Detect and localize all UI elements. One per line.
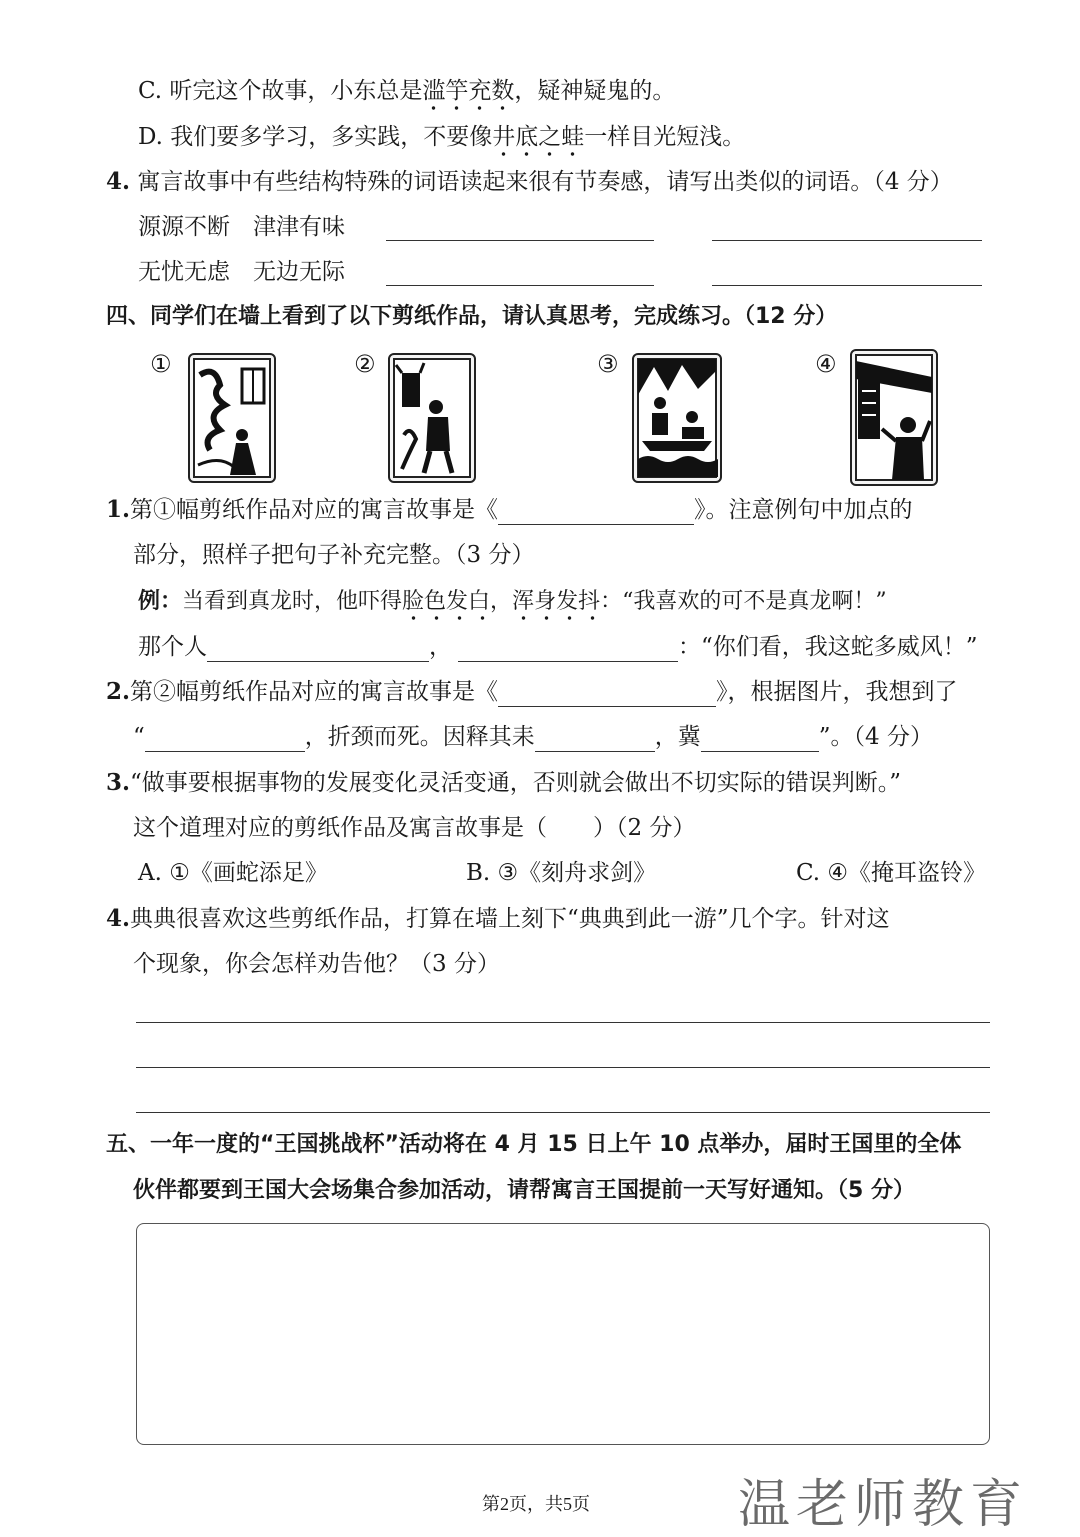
papercut-dragon-icon bbox=[188, 353, 276, 483]
story-title-blank[interactable] bbox=[498, 684, 716, 707]
watermark-logo: 温老师教育 bbox=[738, 1475, 1029, 1535]
s4-q4-text: 典典很喜欢这些剪纸作品，打算在墙上刻下“典典到此一游”几个字。针对这 bbox=[130, 906, 890, 932]
s4-q1-text-tail: 》。注意例句中加点的 bbox=[694, 497, 913, 523]
section-5-line-1: 五、一年一度的“王国挑战杯”活动将在 4 月 15 日上午 10 点举办，届时王国里的全体 bbox=[106, 1132, 962, 1157]
option-c-line bbox=[138, 76, 675, 106]
s4-q2-text-tail: 》，根据图片，我想到了 bbox=[716, 679, 958, 705]
s4-q3-line-2: 这个道理对应的剪纸作品及寓言故事是（ ）（2 分） bbox=[133, 815, 696, 841]
s4-q1-fill-line bbox=[138, 632, 978, 662]
example-dotted-phrase-2: 浑身发抖 bbox=[512, 589, 600, 622]
picture-1-marker: ① bbox=[150, 350, 172, 378]
choice-c[interactable]: C. ④《掩耳盗铃》 bbox=[796, 860, 987, 886]
papercut-bell-thief-icon bbox=[850, 349, 938, 486]
story-title-blank[interactable] bbox=[498, 502, 694, 525]
quote-text-b: ，冀 bbox=[654, 724, 701, 750]
s4-question-2-number: 2. bbox=[106, 678, 131, 705]
notice-writing-box[interactable] bbox=[136, 1223, 990, 1445]
picture-3-marker: ③ bbox=[597, 350, 619, 378]
s4-q1-example bbox=[138, 586, 887, 617]
example-comma: ， bbox=[490, 589, 513, 614]
s4-question-2-line-1 bbox=[106, 677, 958, 707]
close-quote: ”。（4 分） bbox=[818, 724, 933, 750]
question-4-text: 寓言故事中有些结构特殊的词语读起来很有节奏感，请写出类似的词语。（4 分） bbox=[137, 169, 953, 195]
example-text: 当看到真龙时，他吓得 bbox=[182, 589, 403, 614]
s4-q1-line-2: 部分，照样子把句子补充完整。（3 分） bbox=[133, 542, 535, 568]
answer-line[interactable] bbox=[712, 285, 982, 286]
option-c-text: C. 听完这个故事，小东总是 bbox=[138, 78, 423, 104]
s4-q4-line-2: 个现象，你会怎样劝告他？（3 分） bbox=[133, 951, 500, 977]
papercut-boat-icon bbox=[632, 353, 722, 483]
fill-blank-1[interactable] bbox=[207, 639, 429, 662]
page-number: 第2页，共5页 bbox=[482, 1494, 590, 1514]
fill-subject: 那个人 bbox=[138, 634, 207, 660]
fill-blank-b[interactable] bbox=[535, 729, 655, 752]
option-d-line bbox=[138, 122, 745, 152]
picture-4-marker: ④ bbox=[815, 350, 837, 378]
open-quote: “ bbox=[133, 724, 145, 750]
answer-line[interactable] bbox=[386, 240, 654, 241]
s4-q2-text: 第②幅剪纸作品对应的寓言故事是《 bbox=[130, 679, 499, 705]
choice-b[interactable]: B. ③《刻舟求剑》 bbox=[466, 860, 657, 886]
answer-line[interactable] bbox=[136, 1022, 990, 1023]
s4-q3-text: “做事要根据事物的发展变化灵活变通，否则就会做出不切实际的错误判断。” bbox=[130, 770, 902, 796]
papercut-stump-rabbit-icon bbox=[388, 353, 476, 483]
s4-question-2-line-2 bbox=[133, 722, 933, 752]
example-label: 例： bbox=[138, 588, 183, 614]
s4-question-4-line-1 bbox=[106, 904, 890, 934]
quote-text-a: ，折颈而死。因释其耒 bbox=[304, 724, 535, 750]
choice-a[interactable]: A. ①《画蛇添足》 bbox=[138, 860, 328, 886]
option-d-text: D. 我们要多学习，多实践，不要像 bbox=[138, 124, 493, 150]
question-4 bbox=[106, 167, 953, 197]
s4-question-1-line-1 bbox=[106, 495, 913, 525]
example-words-row-2: 无忧无虑 无边无际 bbox=[138, 259, 345, 285]
fill-comma: ， bbox=[429, 634, 452, 660]
example-words-row-1: 源源不断 津津有味 bbox=[138, 214, 345, 240]
option-d-tail: 一样目光短浅。 bbox=[584, 124, 746, 150]
answer-line[interactable] bbox=[136, 1067, 990, 1068]
option-d-dotted-word: 井底之蛙 bbox=[492, 124, 584, 158]
section-5-line-2: 伙伴都要到王国大会场集合参加活动，请帮寓言王国提前一天写好通知。（5 分） bbox=[133, 1178, 915, 1203]
answer-line[interactable] bbox=[386, 285, 654, 286]
example-dotted-phrase-1: 脸色发白 bbox=[402, 589, 490, 622]
section-4-title: 四、同学们在墙上看到了以下剪纸作品，请认真思考，完成练习。（12 分） bbox=[106, 304, 838, 329]
fill-blank-a[interactable] bbox=[145, 729, 305, 752]
s4-question-4-number: 4. bbox=[106, 905, 131, 932]
fill-blank-2[interactable] bbox=[458, 639, 678, 662]
s4-question-3-number: 3. bbox=[106, 769, 131, 796]
answer-line[interactable] bbox=[136, 1112, 990, 1113]
example-quote: ：“我喜欢的可不是真龙啊！” bbox=[600, 589, 887, 614]
fill-quote: ：“你们看，我这蛇多威风！” bbox=[678, 634, 978, 660]
s4-question-1-number: 1. bbox=[106, 496, 131, 523]
picture-2-marker: ② bbox=[354, 350, 376, 378]
fill-blank-c[interactable] bbox=[701, 729, 819, 752]
answer-line[interactable] bbox=[712, 240, 982, 241]
question-4-number: 4. bbox=[106, 168, 131, 195]
s4-question-3-line-1 bbox=[106, 768, 901, 798]
option-c-dotted-word: 滥竽充数 bbox=[422, 78, 514, 112]
s4-q1-text: 第①幅剪纸作品对应的寓言故事是《 bbox=[130, 497, 499, 523]
option-c-tail: ，疑神疑鬼的。 bbox=[514, 78, 676, 104]
